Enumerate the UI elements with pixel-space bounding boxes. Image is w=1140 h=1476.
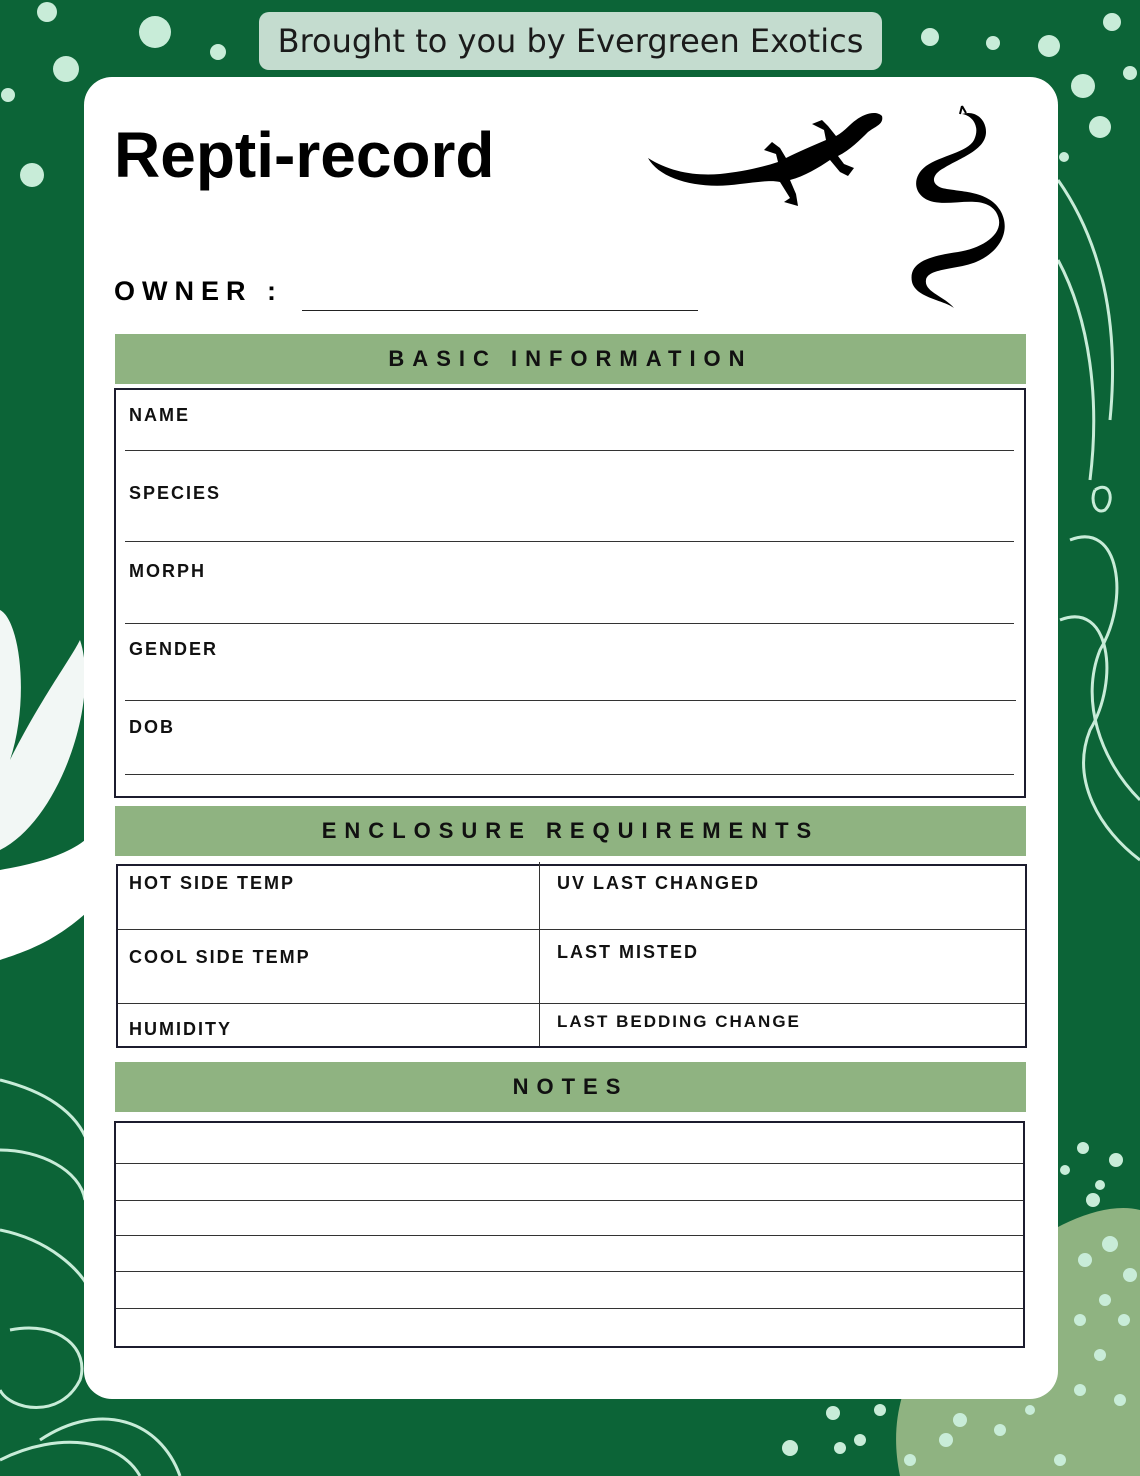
notes-header (115, 1062, 1026, 1112)
name-input-line[interactable] (125, 450, 1014, 451)
morph-input-line[interactable] (125, 623, 1014, 624)
basic-information-header (115, 334, 1026, 384)
enclosure-requirements-title: ENCLOSURE REQUIREMENTS (321, 818, 820, 843)
sponsor-banner (259, 12, 882, 70)
notes-title: NOTES (512, 1074, 629, 1099)
species-label: SPECIES (129, 483, 222, 503)
notes-line (116, 1200, 1023, 1201)
page-title: Repti-record (114, 119, 495, 191)
gender-label: GENDER (129, 639, 219, 659)
enclosure-row-divider-1 (118, 929, 1025, 930)
snake-icon (900, 102, 1012, 312)
morph-label: MORPH (129, 561, 206, 581)
humidity-label: HUMIDITY (129, 1019, 232, 1039)
enclosure-requirements-header (115, 806, 1026, 856)
last-bedding-change-label: LAST BEDDING CHANGE (557, 1012, 801, 1031)
basic-information-title: BASIC INFORMATION (388, 346, 753, 371)
dob-input-line[interactable] (125, 774, 1014, 775)
notes-line (116, 1271, 1023, 1272)
notes-line (116, 1235, 1023, 1236)
enclosure-column-divider (539, 862, 540, 1046)
species-input-line[interactable] (125, 541, 1014, 542)
gender-input-line[interactable] (125, 700, 1016, 701)
last-misted-label: LAST MISTED (557, 942, 699, 962)
white-blob-shape (0, 610, 85, 850)
hot-side-temp-label: HOT SIDE TEMP (129, 873, 296, 893)
lizard-icon (640, 110, 890, 220)
sponsor-text: Brought to you by Evergreen Exotics (277, 22, 864, 60)
owner-input-line[interactable] (302, 310, 698, 311)
notes-line (116, 1308, 1023, 1309)
cool-side-temp-label: COOL SIDE TEMP (129, 947, 311, 967)
owner-label: OWNER : (114, 276, 283, 306)
notes-line (116, 1163, 1023, 1164)
contour-lines-right (1058, 180, 1140, 860)
enclosure-row-divider-2 (118, 1003, 1025, 1004)
name-label: NAME (129, 405, 190, 425)
uv-last-changed-label: UV LAST CHANGED (557, 873, 761, 893)
dob-label: DOB (129, 717, 175, 737)
